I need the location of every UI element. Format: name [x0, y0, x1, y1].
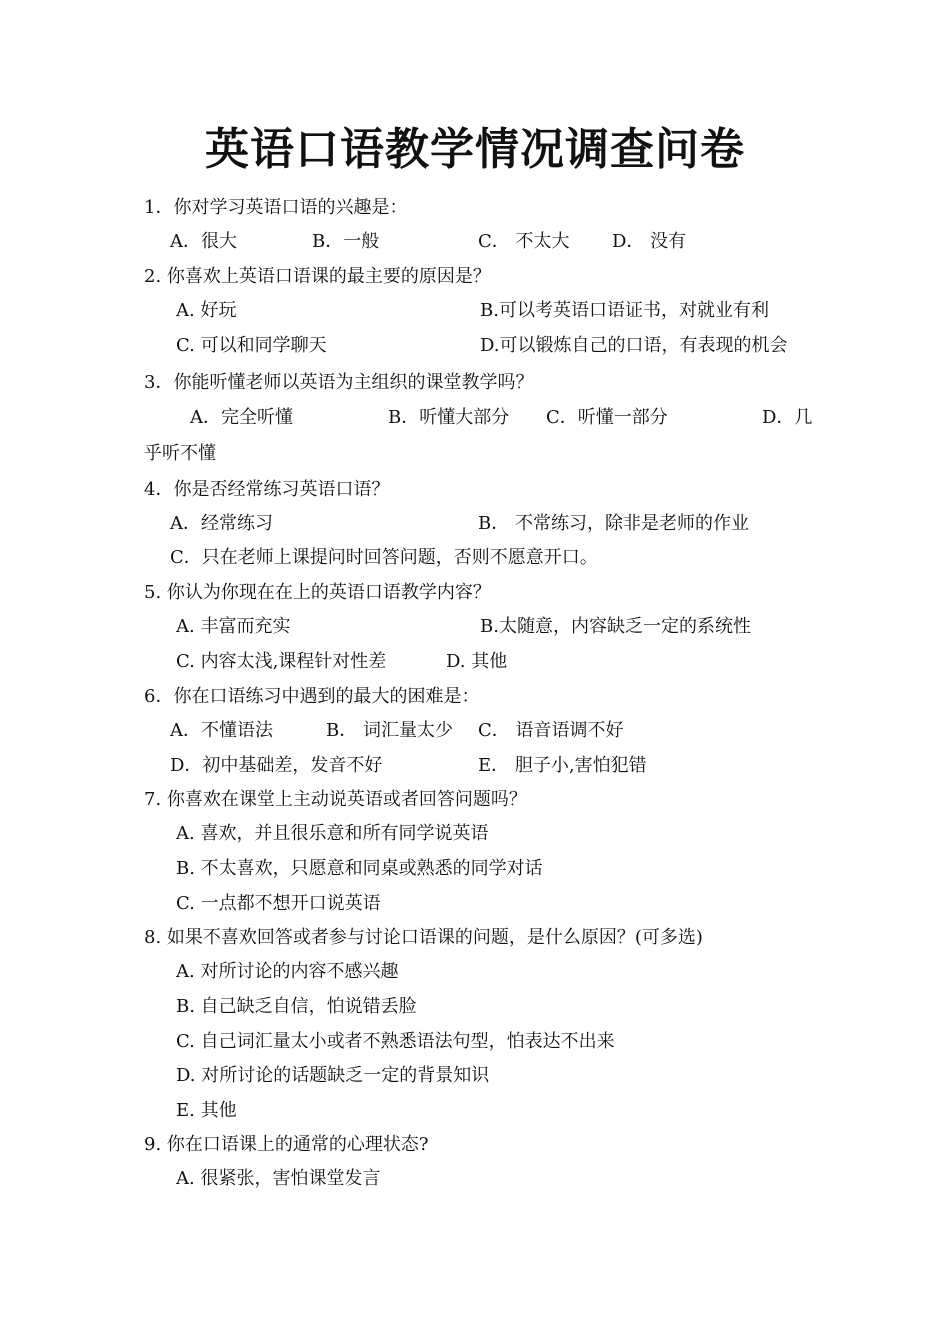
option-5b: B.太随意，内容缺乏一定的系统性: [480, 616, 751, 637]
option-2b: B.可以考英语口语证书，对就业有利: [480, 300, 769, 321]
question-5: 5. 你认为你现在在上的英语口语教学内容？: [144, 582, 491, 603]
option-6c: C． 语音语调不好: [478, 720, 624, 741]
option-2a: A. 好玩: [176, 300, 237, 321]
option-6e: E． 胆子小,害怕犯错: [478, 755, 647, 776]
question-7: 7. 你喜欢在课堂上主动说英语或者回答问题吗？: [144, 789, 527, 810]
option-1d: D． 没有: [612, 231, 687, 252]
question-6: 6．你在口语练习中遇到的最大的困难是：: [144, 686, 480, 707]
option-2c: C. 可以和同学聊天: [176, 335, 327, 356]
question-2: 2. 你喜欢上英语口语课的最主要的原因是？: [144, 266, 491, 287]
option-3d-wrap: 乎听不懂: [144, 443, 216, 464]
option-3b: B．听懂大部分: [388, 407, 510, 428]
question-9: 9. 你在口语课上的通常的心理状态?: [144, 1134, 429, 1155]
option-4c: C．只在老师上课提问时回答问题，否则不愿意开口。: [170, 547, 598, 568]
option-9a: A. 很紧张，害怕课堂发言: [176, 1168, 381, 1189]
option-8a: A. 对所讨论的内容不感兴趣: [176, 961, 399, 982]
option-1a: A．很大: [170, 231, 237, 252]
option-6a: A．不懂语法: [170, 720, 273, 741]
question-8: 8. 如果不喜欢回答或者参与讨论口语课的问题，是什么原因？(可多选): [144, 927, 703, 948]
question-3: 3．你能听懂老师以英语为主组织的课堂教学吗？: [144, 372, 534, 393]
option-5a: A. 丰富而充实: [176, 616, 291, 637]
option-6d: D．初中基础差，发音不好: [170, 755, 383, 776]
option-1c: C． 不太大: [478, 231, 570, 252]
option-7c: C. 一点都不想开口说英语: [176, 893, 381, 914]
option-8d: D. 对所讨论的话题缺乏一定的背景知识: [176, 1065, 490, 1086]
option-4b: B． 不常练习，除非是老师的作业: [478, 513, 749, 534]
option-8b: B. 自己缺乏自信，怕说错丢脸: [176, 996, 417, 1017]
option-1b: B．一般: [312, 231, 380, 252]
option-7a: A. 喜欢，并且很乐意和所有同学说英语: [176, 823, 489, 844]
question-1: 1．你对学习英语口语的兴趣是：: [144, 197, 408, 218]
option-8e: E. 其他: [176, 1100, 237, 1121]
option-6b: B． 词汇量太少: [326, 720, 453, 741]
option-3a: A．完全听懂: [190, 407, 293, 428]
option-4a: A．经常练习: [170, 513, 273, 534]
option-5c: C. 内容太浅,课程针对性差: [176, 651, 387, 672]
page-title: 英语口语教学情况调查问卷: [205, 124, 745, 175]
option-8c: C. 自己词汇量太小或者不熟悉语法句型，怕表达不出来: [176, 1031, 615, 1052]
option-7b: B. 不太喜欢，只愿意和同桌或熟悉的同学对话: [176, 858, 543, 879]
option-2d: D.可以锻炼自己的口语，有表现的机会: [480, 335, 788, 356]
option-3c: C．听懂一部分: [546, 407, 668, 428]
option-3d: D．几: [762, 407, 813, 428]
question-4: 4．你是否经常练习英语口语？: [144, 479, 390, 500]
option-5d: D. 其他: [446, 651, 508, 672]
